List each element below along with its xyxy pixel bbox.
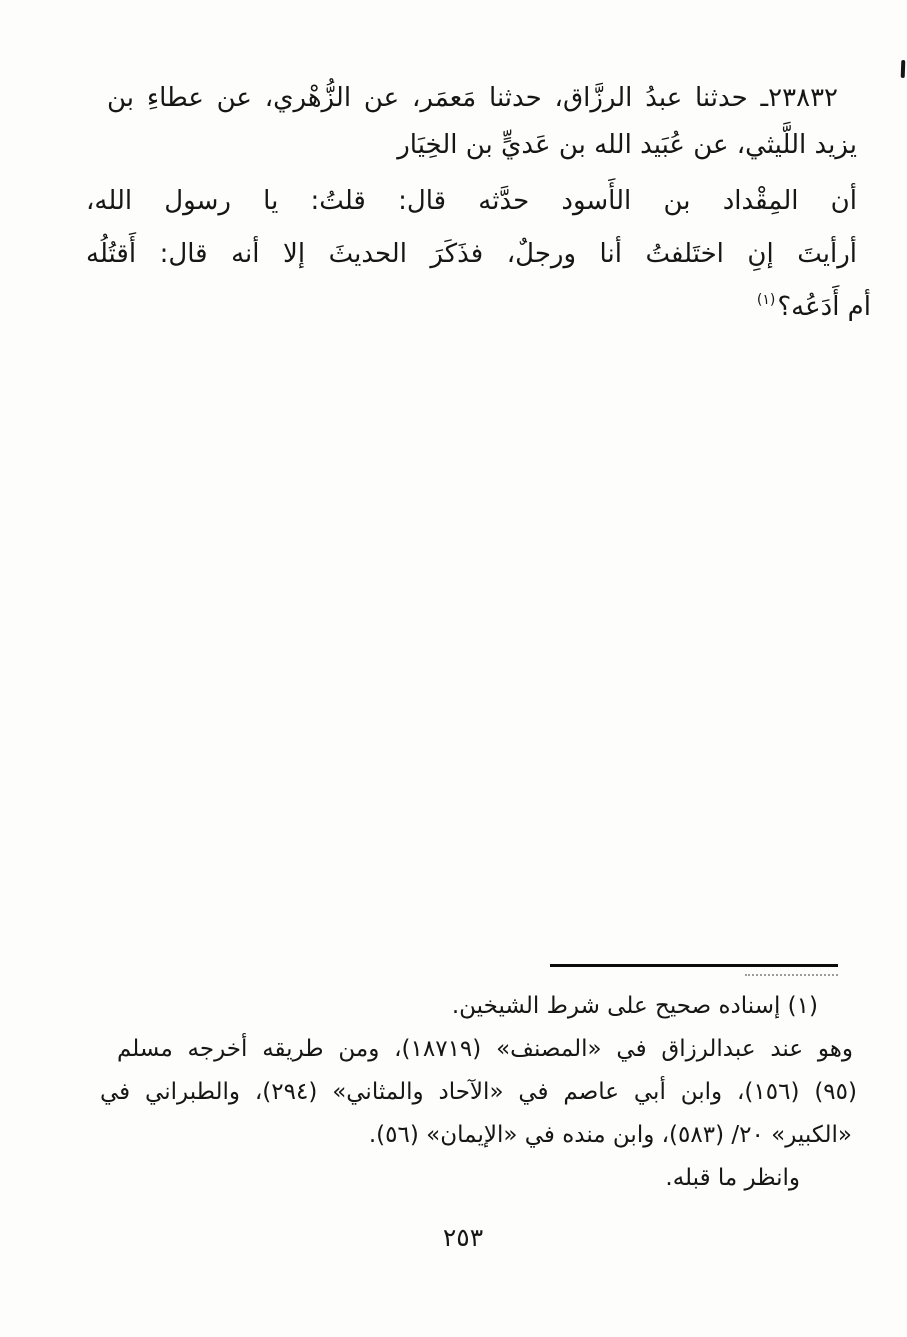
footnote-line-2: وهو عند عبدالرزاق في «المصنف» (١٨٧١٩)، ومن طريقه أخرجه مسلم — [117, 1036, 854, 1062]
hadith-isnad-line2: يزيد اللَّيثي، عن عُبَيد الله بن عَديٍّ بن الخِيَار — [397, 130, 857, 160]
isnad-line1-text: حدثنا عبدُ الرزَّاق، حدثنا مَعمَر، عن الزُّهْري، عن عطاءِ بن — [107, 83, 761, 113]
footnote-line-3: (٩٥) (١٥٦)، وابن أبي عاصم في «الآحاد والمثاني» (٢٩٤)، والطبراني في — [100, 1079, 857, 1105]
footnote-separator-rule — [550, 964, 838, 967]
hadith-number: ٢٣٨٣٢ـ — [760, 83, 838, 113]
scan-artifact-tick — [901, 60, 906, 78]
footnote-line-4: «الكبير» ٢٠/ (٥٨٣)، وابن منده في «الإيمان» (٥٦). — [368, 1122, 852, 1148]
footnote-line-1: (١) إسناده صحيح على شرط الشيخين. — [451, 993, 818, 1019]
footnote-line-5: وانظر ما قبله. — [665, 1165, 800, 1191]
hadith-matn-line3 — [757, 284, 871, 334]
page-number: ٢٥٣ — [442, 1223, 484, 1252]
hadith-matn-line1: أن المِقْداد بن الأَسود حدَّثه قال: قلتُ: يا رسول الله، — [86, 186, 857, 216]
hadith-matn-line2: أرأيتَ إنِ اختَلفتُ أنا ورجلٌ، فذَكَرَ الحديثَ إلا أنه قال: أَقتُلُه — [86, 239, 857, 269]
footnote-reference-marker: (١) — [756, 292, 776, 308]
matn-line3-text: أم أَدَعُه؟ — [777, 292, 871, 322]
hadith-isnad-line1 — [107, 75, 838, 121]
footnote-separator-dots-artifact — [745, 971, 838, 976]
